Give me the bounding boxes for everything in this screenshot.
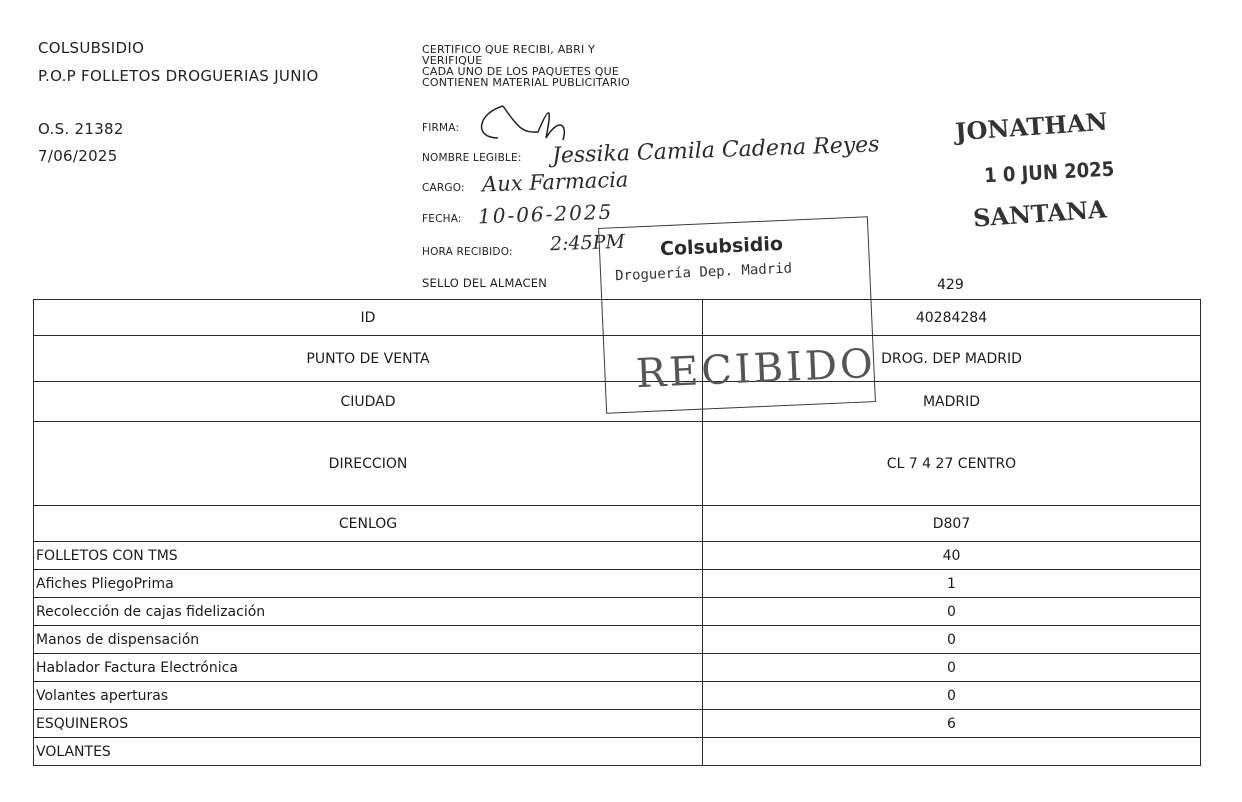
item-value: 0 xyxy=(703,682,1201,710)
item-label: Afiches PliegoPrima xyxy=(34,570,703,598)
item-value: 1 xyxy=(703,570,1201,598)
table-row xyxy=(34,300,1201,336)
cargo-label: CARGO: xyxy=(422,182,465,194)
item-label: Volantes aperturas xyxy=(34,682,703,710)
item-label: ESQUINEROS xyxy=(34,710,703,738)
order-number: O.S. 21382 xyxy=(38,120,124,138)
cargo-value: Aux Farmacia xyxy=(481,167,629,197)
item-value: 0 xyxy=(703,654,1201,682)
stamp-store: Droguería Dep. Madrid xyxy=(614,260,793,285)
row-label: ID xyxy=(34,300,703,336)
table-row xyxy=(34,422,1201,506)
certification-line: CONTIENEN MATERIAL PUBLICITARIO xyxy=(422,76,630,89)
firma-label: FIRMA: xyxy=(422,122,460,134)
row-value: DROG. DEP MADRID xyxy=(703,336,1201,382)
table-row xyxy=(34,682,1201,710)
item-label: VOLANTES xyxy=(34,738,703,766)
fecha-label: FECHA: xyxy=(422,213,462,225)
certification-line: VERIFIQUE xyxy=(422,54,483,67)
row-label: CIUDAD xyxy=(34,382,703,422)
delivery-table xyxy=(33,299,1201,766)
table-row xyxy=(34,506,1201,542)
item-value: 6 xyxy=(703,710,1201,738)
item-value: 0 xyxy=(703,626,1201,654)
item-label: Manos de dispensación xyxy=(34,626,703,654)
certification-text xyxy=(422,44,630,88)
campaign-title: P.O.P FOLLETOS DROGUERIAS JUNIO xyxy=(38,67,319,85)
row-value: D807 xyxy=(703,506,1201,542)
item-value: 0 xyxy=(703,598,1201,626)
nombre-value: Jessika Camila Cadena Reyes xyxy=(551,132,880,169)
item-value xyxy=(703,738,1201,766)
certification-line: CERTIFICO QUE RECIBI, ABRI Y xyxy=(422,43,596,56)
certification-line: CADA UNO DE LOS PAQUETES QUE xyxy=(422,65,620,78)
table-row xyxy=(34,654,1201,682)
table-row xyxy=(34,570,1201,598)
table-row xyxy=(34,626,1201,654)
company-name: COLSUBSIDIO xyxy=(38,39,145,57)
table-row xyxy=(34,710,1201,738)
row-value: MADRID xyxy=(703,382,1201,422)
nombre-label: NOMBRE LEGIBLE: xyxy=(422,152,522,164)
hora-value: 2:45PM xyxy=(549,230,626,256)
fecha-value: 10-06-2025 xyxy=(477,199,614,229)
row-label: CENLOG xyxy=(34,506,703,542)
item-label: Hablador Factura Electrónica xyxy=(34,654,703,682)
hora-label: HORA RECIBIDO: xyxy=(422,246,513,258)
item-label: FOLLETOS CON TMS xyxy=(34,542,703,570)
stamp-name-last: SANTANA xyxy=(972,194,1108,233)
number-above-table: 429 xyxy=(937,277,964,293)
sello-label: SELLO DEL ALMACEN xyxy=(422,276,548,290)
row-label: DIRECCION xyxy=(34,422,703,506)
row-value: CL 7 4 27 CENTRO xyxy=(703,422,1201,506)
item-label: Recolección de cajas fidelización xyxy=(34,598,703,626)
row-value: 40284284 xyxy=(703,300,1201,336)
stamp-brand: Colsubsidio xyxy=(659,232,784,261)
table-row xyxy=(34,336,1201,382)
stamp-date: 1 0 JUN 2025 xyxy=(983,156,1115,188)
table-row xyxy=(34,542,1201,570)
item-value: 40 xyxy=(703,542,1201,570)
received-stamp: RECIBIDO xyxy=(635,340,877,398)
table-row xyxy=(34,598,1201,626)
table-row xyxy=(34,382,1201,422)
table-row xyxy=(34,738,1201,766)
document-date: 7/06/2025 xyxy=(38,147,118,165)
row-label: PUNTO DE VENTA xyxy=(34,336,703,382)
signature xyxy=(468,98,578,148)
stamp-name-first: JONATHAN xyxy=(954,106,1109,147)
